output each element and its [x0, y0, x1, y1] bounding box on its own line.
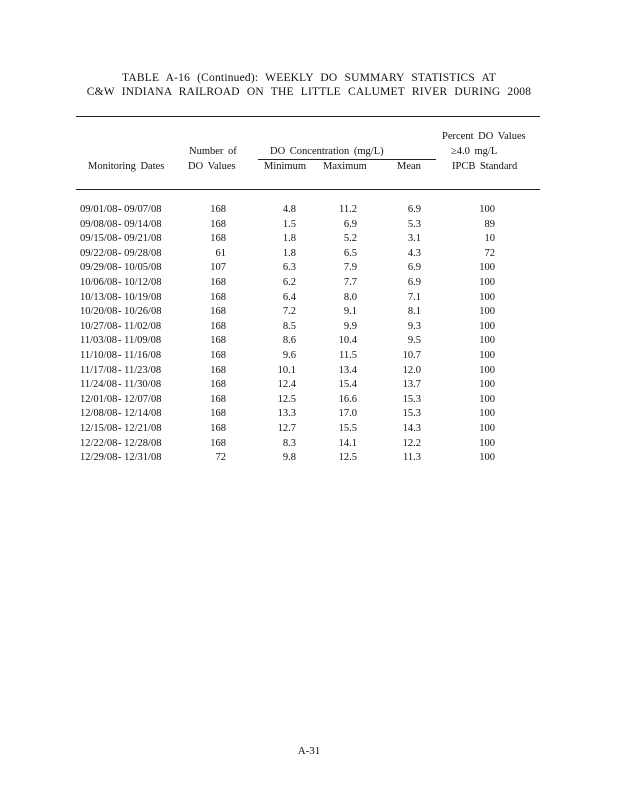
date-range-dash: - — [118, 423, 125, 434]
header-top-rule — [76, 116, 540, 117]
table-title-line-2: C&W INDIANA RAILROAD ON THE LITTLE CALUMET RIVER DURING 2008 — [86, 86, 532, 98]
row-maximum: 9.9 — [343, 320, 357, 332]
row-end-date — [118, 306, 161, 317]
date-range-dash: - — [118, 247, 125, 259]
row-percent: 100 — [479, 335, 495, 347]
row-end-date — [118, 233, 161, 244]
row-percent: 100 — [479, 364, 495, 376]
row-minimum: 6.2 — [282, 277, 296, 288]
row-end-date-value: 09/21/08 — [124, 233, 162, 245]
page-number: A-31 — [297, 745, 321, 757]
row-do-count: 168 — [210, 218, 226, 230]
row-maximum: 11.2 — [339, 204, 357, 215]
row-percent: 89 — [484, 218, 495, 230]
row-do-count: 168 — [210, 233, 226, 245]
row-maximum: 12.5 — [338, 452, 357, 464]
row-end-date — [118, 423, 161, 434]
date-range-dash: - — [118, 320, 125, 332]
row-do-count: 168 — [210, 291, 226, 303]
row-minimum: 12.5 — [277, 393, 296, 405]
row-minimum: 10.1 — [277, 364, 296, 376]
date-range-dash: - — [118, 291, 125, 303]
row-end-date — [118, 204, 161, 215]
row-start-date: 10/13/08 — [80, 291, 118, 303]
row-do-count: 168 — [210, 335, 226, 347]
date-range-dash: - — [118, 262, 125, 274]
row-do-count: 168 — [210, 320, 226, 332]
row-mean: 10.7 — [402, 350, 421, 361]
row-end-date-value: 10/19/08 — [124, 291, 162, 303]
row-minimum: 12.4 — [277, 379, 296, 391]
do-concentration-underline — [258, 159, 436, 160]
row-percent: 100 — [479, 306, 495, 318]
row-end-date — [118, 321, 161, 332]
row-maximum: 11.5 — [339, 350, 357, 361]
row-end-date-value: 09/14/08 — [124, 218, 162, 230]
row-mean: 6.9 — [407, 262, 421, 274]
row-minimum: 9.8 — [282, 452, 296, 464]
row-end-date-value: 10/05/08 — [124, 262, 162, 274]
row-maximum: 8.0 — [343, 291, 357, 303]
row-end-date — [118, 335, 161, 346]
row-end-date-value: 12/07/08 — [124, 393, 162, 405]
row-percent: 100 — [479, 452, 495, 464]
row-do-count: 168 — [210, 423, 226, 434]
row-start-date: 10/20/08 — [80, 306, 118, 318]
row-maximum: 15.4 — [338, 379, 357, 391]
row-minimum: 6.4 — [282, 291, 296, 303]
date-range-dash: - — [118, 379, 125, 391]
row-end-date-value: 11/16/08 — [124, 350, 162, 361]
row-maximum: 13.4 — [338, 364, 357, 376]
row-end-date — [118, 277, 161, 288]
row-start-date: 12/08/08 — [80, 408, 118, 420]
row-percent: 72 — [484, 247, 495, 259]
row-do-count: 168 — [210, 408, 226, 420]
date-range-dash: - — [118, 364, 125, 376]
row-mean: 9.5 — [407, 335, 421, 347]
row-end-date-value: 09/28/08 — [124, 247, 162, 259]
row-end-date-value: 12/21/08 — [124, 423, 162, 434]
minimum-header: Minimum — [264, 161, 307, 172]
row-start-date: 09/01/08 — [80, 204, 118, 215]
row-end-date-value: 10/26/08 — [124, 306, 162, 318]
row-start-date: 09/08/08 — [80, 218, 118, 230]
row-end-date-value: 09/07/08 — [124, 204, 162, 215]
row-end-date — [118, 248, 161, 259]
row-minimum: 1.5 — [282, 218, 296, 230]
row-percent: 100 — [479, 437, 495, 449]
row-minimum: 4.8 — [282, 204, 296, 215]
row-percent: 100 — [479, 393, 495, 405]
date-range-dash: - — [118, 437, 125, 449]
percent-header-line-2: ≥4.0 mg/L — [451, 146, 498, 157]
row-end-date-value: 12/14/08 — [124, 408, 162, 420]
row-end-date — [118, 350, 161, 361]
row-minimum: 1.8 — [282, 247, 296, 259]
row-do-count: 107 — [210, 262, 226, 274]
row-end-date-value: 11/23/08 — [124, 364, 162, 376]
row-end-date — [118, 452, 161, 463]
row-mean: 7.1 — [407, 291, 421, 303]
row-percent: 100 — [479, 408, 495, 420]
row-do-count: 168 — [210, 204, 226, 215]
row-start-date: 09/22/08 — [80, 247, 118, 259]
header-bottom-rule — [76, 189, 540, 190]
row-mean: 11.3 — [403, 452, 421, 464]
row-percent: 100 — [479, 204, 495, 215]
row-maximum: 9.1 — [343, 306, 357, 318]
number-header-line-2: DO Values — [188, 161, 236, 172]
date-range-dash: - — [118, 335, 125, 347]
row-minimum: 8.6 — [282, 335, 296, 347]
percent-header-line-3: IPCB Standard — [452, 161, 518, 172]
row-end-date-value: 11/02/08 — [124, 320, 162, 332]
date-range-dash: - — [118, 218, 125, 230]
row-start-date: 10/06/08 — [80, 277, 118, 288]
row-maximum: 17.0 — [338, 408, 357, 420]
row-minimum: 1.8 — [282, 233, 296, 245]
row-end-date — [118, 365, 161, 376]
row-end-date — [118, 292, 161, 303]
row-minimum: 13.3 — [277, 408, 296, 420]
row-start-date: 12/29/08 — [80, 452, 118, 464]
row-percent: 100 — [479, 350, 495, 361]
row-end-date-value: 12/28/08 — [124, 437, 162, 449]
row-do-count: 168 — [210, 306, 226, 318]
row-start-date: 12/15/08 — [80, 423, 118, 434]
row-end-date — [118, 408, 161, 419]
row-percent: 100 — [479, 423, 495, 434]
row-end-date-value: 11/30/08 — [124, 379, 162, 391]
row-minimum: 8.5 — [282, 320, 296, 332]
row-start-date: 12/22/08 — [80, 437, 118, 449]
row-mean: 6.9 — [407, 277, 421, 288]
row-percent: 100 — [479, 291, 495, 303]
row-maximum: 6.5 — [343, 247, 357, 259]
percent-header-line-1: Percent DO Values — [442, 131, 526, 142]
table-title-line-1: TABLE A-16 (Continued): WEEKLY DO SUMMARY STATISTICS AT — [122, 72, 496, 84]
row-end-date-value: 12/31/08 — [124, 452, 162, 464]
number-header-line-1: Number of — [189, 146, 237, 157]
row-end-date — [118, 219, 161, 230]
row-end-date — [118, 379, 161, 390]
date-range-dash: - — [118, 452, 125, 464]
row-minimum: 8.3 — [282, 437, 296, 449]
row-mean: 13.7 — [402, 379, 421, 391]
row-do-count: 168 — [210, 277, 226, 288]
row-do-count: 168 — [210, 393, 226, 405]
row-mean: 14.3 — [402, 423, 421, 434]
row-maximum: 7.7 — [343, 277, 357, 288]
row-maximum: 10.4 — [338, 335, 357, 347]
row-end-date — [118, 438, 161, 449]
row-maximum: 5.2 — [343, 233, 357, 245]
row-start-date: 09/29/08 — [80, 262, 118, 274]
row-start-date: 10/27/08 — [80, 320, 118, 332]
row-mean: 12.2 — [402, 437, 421, 449]
date-range-dash: - — [118, 408, 125, 420]
row-maximum: 14.1 — [338, 437, 357, 449]
row-do-count: 168 — [210, 437, 226, 449]
date-range-dash: - — [118, 350, 125, 361]
date-range-dash: - — [118, 393, 125, 405]
row-mean: 6.9 — [407, 204, 421, 215]
row-mean: 4.3 — [407, 247, 421, 259]
row-end-date — [118, 394, 161, 405]
row-percent: 100 — [479, 379, 495, 391]
row-end-date-value: 11/09/08 — [124, 335, 162, 347]
row-mean: 9.3 — [407, 320, 421, 332]
row-mean: 3.1 — [407, 233, 421, 245]
row-start-date: 11/24/08 — [80, 379, 117, 391]
row-percent: 100 — [479, 277, 495, 288]
row-start-date: 11/17/08 — [80, 364, 117, 376]
row-maximum: 6.9 — [343, 218, 357, 230]
row-do-count: 168 — [210, 350, 226, 361]
row-maximum: 7.9 — [343, 262, 357, 274]
row-mean: 12.0 — [402, 364, 421, 376]
do-concentration-header: DO Concentration (mg/L) — [270, 146, 384, 157]
row-percent: 10 — [484, 233, 495, 245]
row-minimum: 9.6 — [282, 350, 296, 361]
date-range-dash: - — [118, 277, 125, 288]
row-percent: 100 — [479, 262, 495, 274]
row-maximum: 16.6 — [338, 393, 357, 405]
row-do-count: 168 — [210, 364, 226, 376]
row-start-date: 11/10/08 — [80, 350, 117, 361]
row-mean: 15.3 — [402, 393, 421, 405]
row-mean: 5.3 — [407, 218, 421, 230]
row-mean: 8.1 — [407, 306, 421, 318]
row-do-count: 72 — [215, 452, 226, 464]
date-range-dash: - — [118, 233, 125, 245]
row-start-date: 11/03/08 — [80, 335, 117, 347]
row-do-count: 168 — [210, 379, 226, 391]
row-mean: 15.3 — [402, 408, 421, 420]
row-end-date — [118, 262, 161, 273]
row-percent: 100 — [479, 320, 495, 332]
row-maximum: 15.5 — [338, 423, 357, 434]
row-start-date: 12/01/08 — [80, 393, 118, 405]
row-start-date: 09/15/08 — [80, 233, 118, 245]
row-do-count: 61 — [215, 247, 226, 259]
row-minimum: 12.7 — [277, 423, 296, 434]
maximum-header: Maximum — [323, 161, 367, 172]
row-end-date-value: 10/12/08 — [124, 277, 162, 288]
date-range-dash: - — [118, 306, 125, 318]
row-minimum: 7.2 — [282, 306, 296, 318]
mean-header: Mean — [397, 161, 421, 172]
monitoring-dates-header: Monitoring Dates — [88, 161, 165, 172]
row-minimum: 6.3 — [282, 262, 296, 274]
date-range-dash: - — [118, 204, 125, 215]
